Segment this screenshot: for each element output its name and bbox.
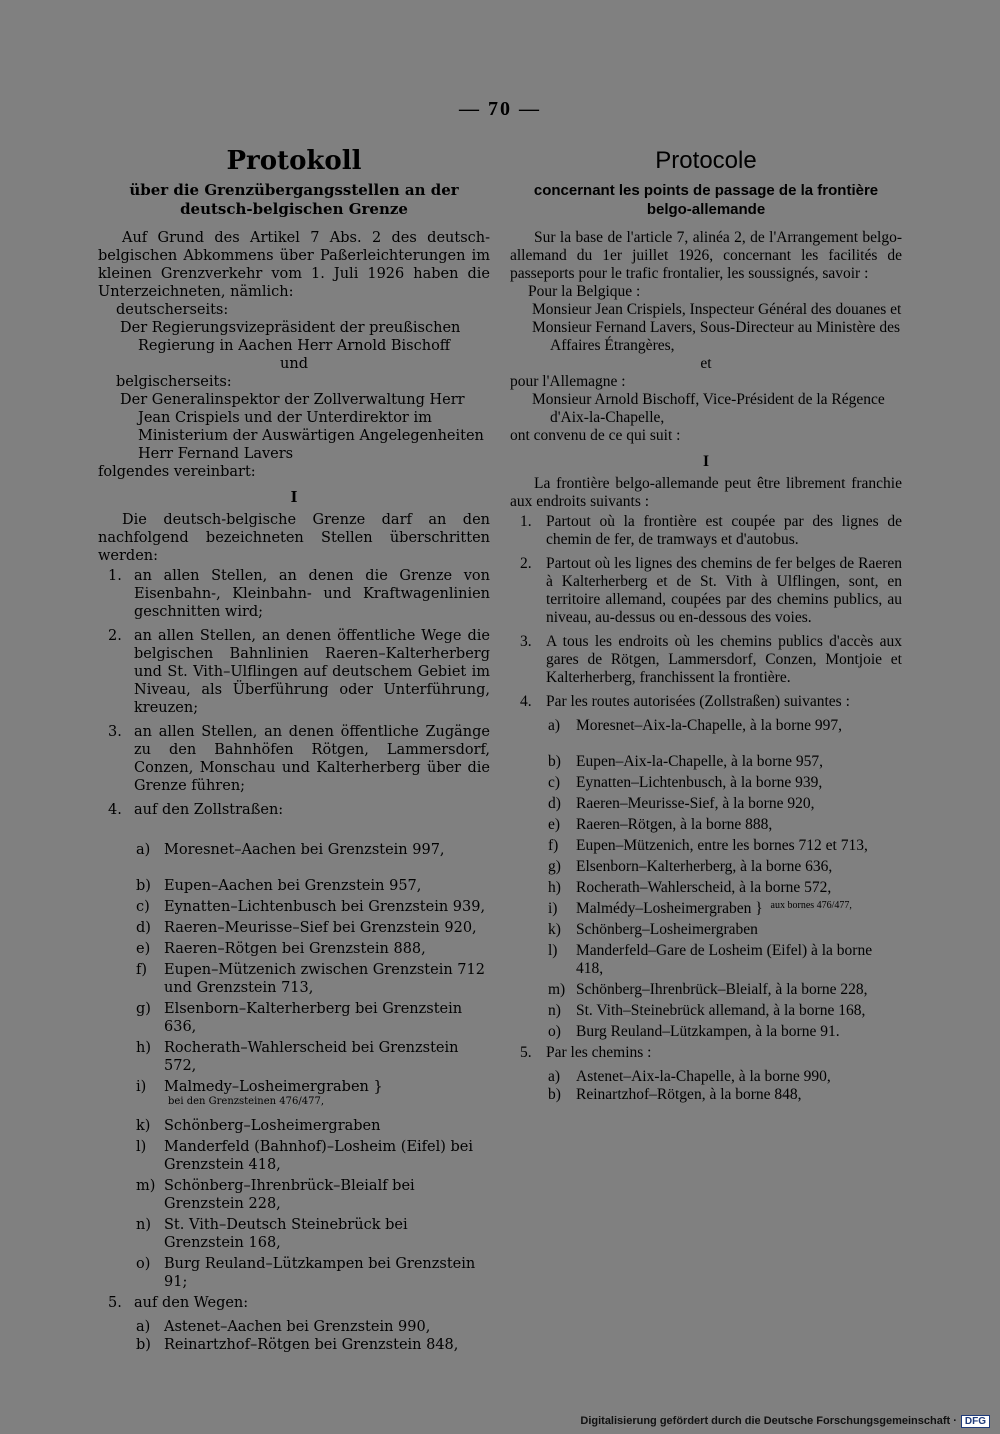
german-road-list [98, 841, 490, 1291]
item-text: Schönberg–Losheimergraben [576, 921, 758, 938]
item-letter: b) [136, 1337, 151, 1353]
french-item-4: 4. Par les routes autorisées (Zollstraßen) suivantes : [520, 693, 850, 710]
french-side2-text: Monsieur Arnold Bischoff, Vice-Président de la Régence d'Aix-la-Chapelle, [532, 391, 885, 426]
french-section-intro: La frontière belgo-allemande peut être librement franchie aux endroits suivants : [510, 475, 902, 510]
item-letter: k) [136, 1118, 151, 1134]
item-text: Schönberg–Ihrenbrück–Bleialf, à la borne 228, [576, 981, 868, 998]
item-text: Astenet–Aix-la-Chapelle, à la borne 990, [576, 1068, 831, 1085]
item-text: Moresnet–Aix-la-Chapelle, à la borne 997, [576, 717, 842, 734]
de-road-item [98, 1216, 490, 1252]
item-letter: b) [548, 1086, 561, 1103]
item-letter: a) [548, 717, 561, 734]
item-letter: i) [136, 1079, 147, 1095]
french-item-2: 2. Partout où les lignes des chemins de fer belges de Raeren à Kalterherberg et de St. Vith à Ulflingen, sont, en territoire allemand, coupées par des chemins publics, au niveau, au-dessus ou en-dessous des voies. [520, 555, 902, 626]
de-road-item [98, 1318, 490, 1336]
de-road-item: i) Malmedy–Losheimergraben } bei den Grenzsteinen 476/477, [136, 1079, 383, 1107]
german-item-4: 4. auf den Zollstraßen: [108, 802, 284, 818]
french-side2-label: pour l'Allemagne : [510, 373, 626, 390]
fr-road-item [510, 795, 902, 813]
de-road-item [98, 877, 490, 895]
fr-road-item [510, 981, 902, 999]
french-way-list [510, 1068, 902, 1104]
item-letter: b) [548, 753, 561, 770]
item-letter: m) [136, 1178, 156, 1194]
fr-road-item [510, 1086, 902, 1104]
fr-road-item [510, 921, 902, 939]
fr-road-item [510, 1068, 902, 1086]
de-road-item [98, 919, 490, 937]
german-way-list [98, 1318, 490, 1354]
item-text: Burg Reuland–Lützkampen bei Grenzstein 91; [164, 1256, 476, 1290]
item-letter: c) [548, 774, 561, 791]
de-road-item [98, 940, 490, 958]
german-item-1: 1. an allen Stellen, an denen die Grenze von Eisenbahn-, Kleinbahn- und Kraftwagenlinien geschnitten wird; [108, 568, 490, 620]
item-letter: g) [136, 1001, 151, 1017]
item-letter: a) [136, 842, 151, 858]
item-letter: m) [548, 981, 566, 998]
item-text: Raeren–Rötgen, à la borne 888, [576, 816, 773, 833]
footer-credit: Digitalisierung gefördert durch die Deutsche Forschungsgemeinschaft · DFG [580, 1415, 990, 1428]
page-number: — 70 — [459, 98, 541, 120]
item-letter: b) [136, 878, 151, 894]
de-road-item [98, 1177, 490, 1213]
item-text: Manderfeld–Gare de Losheim (Eifel) à la borne 418, [576, 942, 873, 977]
german-intro: Auf Grund des Artikel 7 Abs. 2 des deutsch-belgischen Abkommens über Paßerleichterungen im kleinen Grenzverkehr vom 1. Juli 1926 haben die Unterzeichneten, nämlich: [98, 230, 490, 300]
item-letter: h) [136, 1040, 151, 1056]
french-road-list [510, 717, 902, 1041]
fr-road-item [510, 753, 902, 771]
fr-road-item [510, 1002, 902, 1020]
item-text: Reinartzhof–Rötgen, à la borne 848, [576, 1086, 802, 1103]
german-subtitle: über die Grenzübergangsstellen an der deutsch-belgischen Grenze [129, 181, 459, 218]
item-letter: o) [548, 1023, 561, 1040]
item-letter: l) [548, 942, 558, 959]
item-letter: a) [548, 1068, 561, 1085]
item-letter: e) [136, 941, 151, 957]
de-road-item [98, 1000, 490, 1036]
german-item-5: 5. auf den Wegen: [108, 1295, 249, 1311]
french-agreed: ont convenu de ce qui suit : [510, 427, 681, 444]
item-text: Raeren–Meurisse-Sief, à la borne 920, [576, 795, 815, 812]
fr-road-item: i) Malmédy–Losheimergraben } aux bornes 476/477, [548, 900, 852, 917]
item-text: Eupen–Aachen bei Grenzstein 957, [164, 878, 422, 894]
item-letter: h) [548, 879, 561, 896]
dfg-logo: DFG [961, 1415, 990, 1428]
brace-note: aux bornes 476/477, [770, 900, 852, 911]
fr-road-item [510, 837, 902, 855]
brace-note: bei den Grenzsteinen 476/477, [168, 1096, 324, 1107]
item-letter: f) [548, 837, 559, 854]
german-side1-label: deutscherseits: [116, 302, 229, 318]
item-text: Reinartzhof–Rötgen bei Grenzstein 848, [164, 1337, 459, 1353]
german-item-2: 2. an allen Stellen, an denen öffentliche Wege die belgischen Bahnlinien Raeren–Kalterherberg und St. Vith–Ulflingen auf deutschem Gebiet im Niveau, als Überführung oder Unterführung, kreuzen; [108, 628, 490, 716]
item-letter: e) [548, 816, 561, 833]
item-letter: n) [136, 1217, 151, 1233]
french-subtitle: concernant les points de passage de la frontière belgo-allemande [533, 182, 879, 218]
german-und: und [280, 356, 308, 372]
german-section-number: I [290, 489, 298, 506]
de-road-item [98, 1039, 490, 1075]
fr-road-item [510, 717, 902, 735]
french-item-1: 1. Partout où la frontière est coupée par des lignes de chemin de fer, de tramways et d'autobus. [520, 513, 902, 548]
german-column [98, 145, 490, 1354]
item-text: Rocherath–Wahlerscheid bei Grenzstein 572, [164, 1040, 459, 1074]
item-text: Malmedy–Losheimergraben [164, 1079, 369, 1095]
fr-road-item [510, 879, 902, 897]
french-et: et [700, 355, 712, 372]
german-agreed: folgendes vereinbart: [98, 464, 256, 480]
german-side2-text: Der Generalinspektor der Zollverwaltung Herr Jean Crispiels und der Unterdirektor im Ministerium der Auswärtigen Angelegenheiten Herr Fernand Lavers [120, 392, 484, 462]
german-side2-label: belgischerseits: [116, 374, 232, 390]
french-item-3: 3. A tous les endroits où les chemins publics d'accès aux gares de Rötgen, Lammersdorf, Conzen, Montjoie et Kalterherberg, franchissent la frontière. [520, 633, 902, 686]
item-letter: d) [136, 920, 151, 936]
item-text: Elsenborn–Kalterherberg bei Grenzstein 636, [164, 1001, 463, 1035]
item-text: Schönberg–Ihrenbrück–Bleialf bei Grenzstein 228, [164, 1178, 415, 1212]
french-column [510, 145, 902, 1104]
item-text: Eupen–Aix-la-Chapelle, à la borne 957, [576, 753, 824, 770]
fr-road-item [510, 774, 902, 792]
french-side1-label: Pour la Belgique : [528, 283, 641, 300]
item-text: Eynatten–Lichtenbusch bei Grenzstein 939, [164, 899, 486, 915]
de-road-item [98, 1138, 490, 1174]
item-text: Astenet–Aachen bei Grenzstein 990, [164, 1319, 431, 1335]
item-letter: i) [548, 900, 558, 917]
item-text: Elsenborn–Kalterherberg, à la borne 636, [576, 858, 833, 875]
german-side1-text: Der Regierungsvizepräsident der preußischen Regierung in Aachen Herr Arnold Bischoff [120, 320, 461, 354]
item-text: Rocherath–Wahlerscheid, à la borne 572, [576, 879, 832, 896]
de-road-item [98, 1117, 490, 1135]
french-side1-text-b: Monsieur Fernand Lavers, Sous-Directeur au Ministère des Affaires Étrangères, [532, 319, 901, 354]
item-letter: g) [548, 858, 561, 875]
item-letter: f) [136, 962, 148, 978]
french-intro: Sur la base de l'article 7, alinéa 2, de l'Arrangement belgo-allemand du 1er juillet 1926, concernant les facilités de passeports pour le trafic frontalier, les soussignés, savoir : [510, 229, 902, 282]
fr-road-item [510, 942, 902, 978]
german-section-intro: Die deutsch-belgische Grenze darf an den nachfolgend bezeichneten Stellen überschritten werden: [98, 512, 490, 564]
item-letter: l) [136, 1139, 147, 1155]
french-side1-text-a: Monsieur Jean Crispiels, Inspecteur Général des douanes et [532, 301, 902, 318]
item-letter: n) [548, 1002, 561, 1019]
fr-road-item [510, 858, 902, 876]
item-letter: o) [136, 1256, 151, 1272]
item-text: Raeren–Meurisse–Sief bei Grenzstein 920, [164, 920, 477, 936]
german-title: Protokoll [226, 146, 362, 176]
item-letter: k) [548, 921, 561, 938]
item-text: Eupen–Mützenich, entre les bornes 712 et 713, [576, 837, 868, 854]
item-text: Manderfeld (Bahnhof)–Losheim (Eifel) bei Grenzstein 418, [164, 1139, 474, 1173]
de-road-item [98, 841, 490, 859]
german-item-3: 3. an allen Stellen, an denen öffentliche Zugänge zu den Bahnhöfen Rötgen, Lammersdorf, Conzen, Monschau und Kalterherberg über die Grenze führen; [108, 724, 490, 794]
item-text: Moresnet–Aachen bei Grenzstein 997, [164, 842, 445, 858]
item-text: Malmédy–Losheimergraben [576, 900, 752, 917]
item-letter: a) [136, 1319, 151, 1335]
de-road-item [98, 961, 490, 997]
item-letter: c) [136, 899, 150, 915]
french-title: Protocole [655, 147, 757, 174]
fr-road-item [510, 816, 902, 834]
item-text: Eupen–Mützenich zwischen Grenzstein 712 und Grenzstein 713, [164, 962, 485, 996]
item-text: Burg Reuland–Lützkampen, à la borne 91. [576, 1023, 840, 1040]
item-text: St. Vith–Steinebrück allemand, à la borne 168, [576, 1002, 866, 1019]
french-section-number: I [702, 453, 710, 470]
item-text: Schönberg–Losheimergraben [164, 1118, 381, 1134]
item-text: St. Vith–Deutsch Steinebrück bei Grenzstein 168, [164, 1217, 408, 1251]
item-text: Raeren–Rötgen bei Grenzstein 888, [164, 941, 426, 957]
item-letter: d) [548, 795, 561, 812]
de-road-item [98, 898, 490, 916]
fr-road-item [510, 1023, 902, 1041]
item-text: Eynatten–Lichtenbusch, à la borne 939, [576, 774, 823, 791]
de-road-item [98, 1255, 490, 1291]
de-road-item [98, 1336, 490, 1354]
french-item-5: 5. Par les chemins : [520, 1044, 652, 1061]
